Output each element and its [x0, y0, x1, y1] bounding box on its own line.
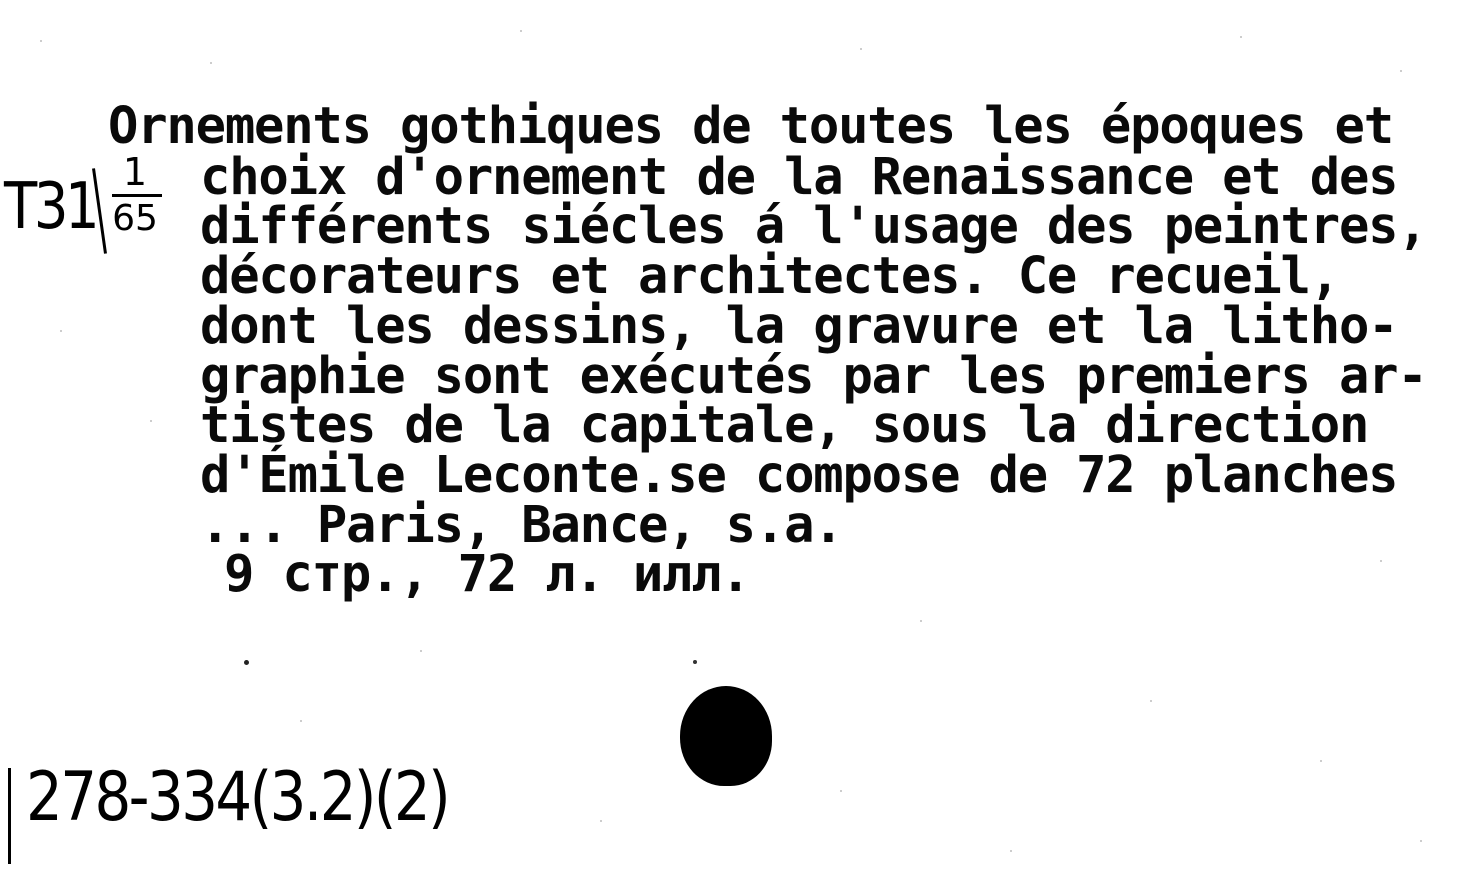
- entry-line: choix d'ornement de la Renaissance et des: [200, 147, 1398, 206]
- entry-line: ... Paris, Bance, s.a.: [200, 495, 843, 554]
- entry-line: différents siécles á l'usage des peintres,: [200, 196, 1427, 255]
- entry-line: tistes de la capitale, sous la direction: [200, 395, 1369, 454]
- entry-line: dont les dessins, la gravure et la litho-: [200, 296, 1398, 355]
- entry-line: graphie sont exécutés par les premiers ar-: [200, 346, 1427, 405]
- fraction-bar: [112, 194, 162, 197]
- fraction-denominator: 65: [112, 198, 158, 239]
- entry-line: d'Émile Leconte.se compose de 72 planches: [200, 445, 1398, 504]
- entry-line: Ornements gothiques de toutes les époques et: [108, 96, 1393, 155]
- entry-line: décorateurs et architectes. Ce recueil,: [200, 246, 1339, 305]
- catalog-number: 278-334(3.2)(2): [26, 758, 449, 837]
- shelf-mark: T31: [4, 170, 97, 244]
- fraction-numerator: 1: [122, 150, 148, 194]
- punch-hole: [680, 686, 772, 786]
- physical-description: 9 стр., 72 л. илл.: [224, 544, 750, 603]
- margin-rule: [8, 768, 11, 864]
